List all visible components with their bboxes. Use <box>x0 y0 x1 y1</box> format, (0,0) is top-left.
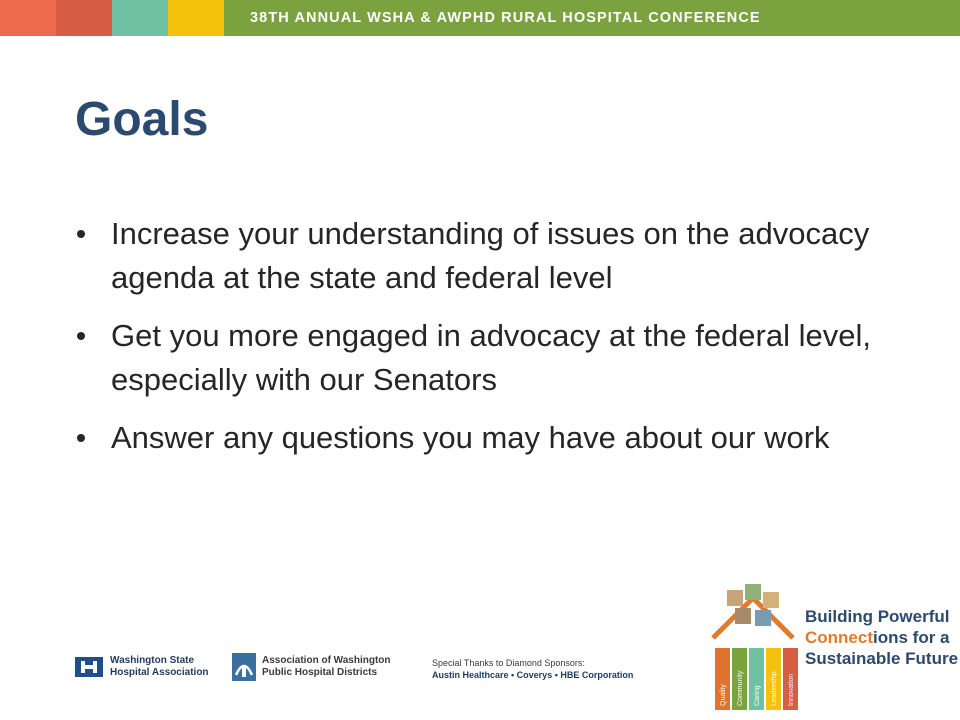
emblem-label-community: Community <box>737 670 744 706</box>
bullet-item <box>75 212 885 300</box>
tagline-line-3: Sustainable Future <box>805 649 959 668</box>
sponsor-heading: Special Thanks to Diamond Sponsors: <box>432 658 585 668</box>
sponsor-names: Austin Healthcare • Coverys • HBE Corporation <box>432 670 634 680</box>
conference-tagline <box>805 606 958 669</box>
header-swatch-2 <box>56 0 112 36</box>
tagline-line-2 <box>805 627 958 648</box>
wsha-line-1: Washington State <box>110 655 195 666</box>
emblem-label-caring: Caring <box>754 685 761 706</box>
slide-title: Goals <box>75 93 209 146</box>
bullet-dot-icon <box>77 332 85 340</box>
header-swatch-3 <box>112 0 168 36</box>
tagline-accent: Connect <box>805 628 873 647</box>
sponsor-credits <box>432 657 633 681</box>
awphd-line-1: Association of Washington <box>262 655 391 666</box>
awphd-name <box>262 655 391 679</box>
tagline-line-2-rest: ions for a <box>873 628 950 647</box>
bullet-list <box>75 212 885 474</box>
bullet-item <box>75 416 885 460</box>
bullet-text: Answer any questions you may have about our work <box>111 420 830 455</box>
awphd-logo-icon <box>232 653 256 681</box>
tagline-line-1: Building Powerful <box>805 607 950 626</box>
emblem-label-quality: Quality <box>720 684 727 706</box>
emblem-label-leadership: Leadership <box>771 671 778 706</box>
bullet-text: Increase your understanding of issues on the advocacy agenda at the state and federal level <box>111 216 870 295</box>
conference-title: 38TH ANNUAL WSHA & AWPHD RURAL HOSPITAL CONFERENCE <box>250 10 761 26</box>
header-bar <box>0 0 960 36</box>
wsha-logo-icon <box>75 655 103 679</box>
header-swatch-4 <box>168 0 224 36</box>
conference-emblem-graphic <box>705 578 800 713</box>
bullet-item <box>75 314 885 402</box>
bullet-dot-icon <box>77 434 85 442</box>
awphd-line-2: Public Hospital Districts <box>262 667 378 678</box>
bullet-dot-icon <box>77 230 85 238</box>
emblem-label-innovation: Innovation <box>788 673 795 706</box>
wsha-name <box>110 655 209 679</box>
wsha-line-2: Hospital Association <box>110 667 209 678</box>
bullet-text: Get you more engaged in advocacy at the federal level, especially with our Senators <box>111 318 871 397</box>
header-swatch-1 <box>0 0 56 36</box>
